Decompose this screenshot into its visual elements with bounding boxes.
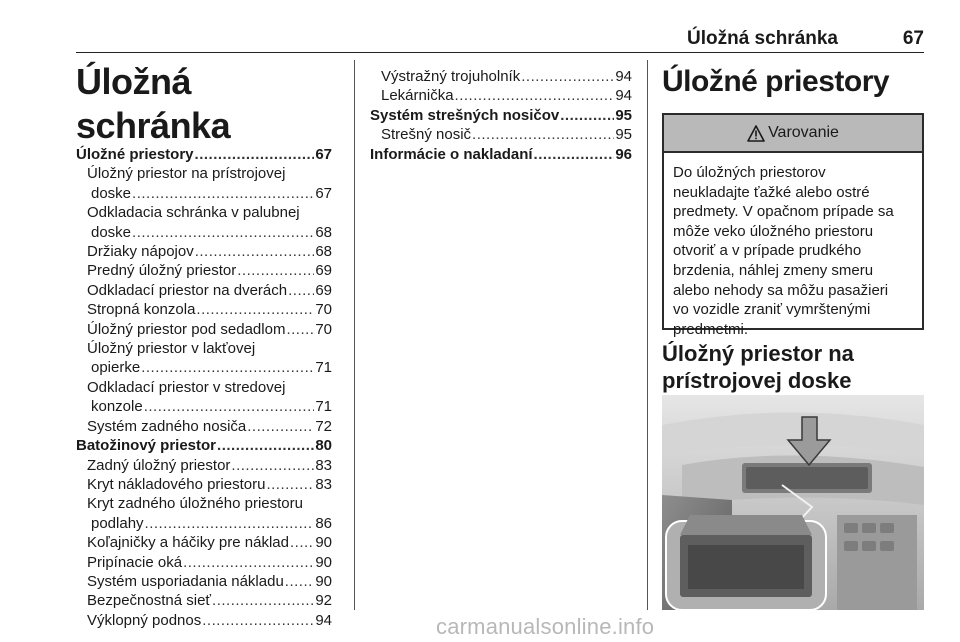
toc-entry <box>76 184 332 203</box>
photo-illustration <box>662 395 924 610</box>
toc-entry <box>76 572 332 591</box>
warning-text-line: vo vozidle zraniť vymrštenými <box>673 301 871 319</box>
toc-entry-text: Odkladací priestor na dverách <box>87 281 288 299</box>
toc-entry-text: Batožinový priestor <box>76 437 217 455</box>
toc-entry-text: doske <box>91 184 132 202</box>
toc-entry <box>76 300 332 319</box>
toc-entry <box>76 533 332 552</box>
toc-leader-dots <box>144 397 315 416</box>
toc-leader-dots <box>145 514 315 533</box>
toc-entry <box>370 67 632 86</box>
toc-page-number: 94 <box>615 87 632 105</box>
warning-text-line: neukladajte ťažké alebo ostré <box>673 183 870 201</box>
toc-page-number: 71 <box>315 359 332 377</box>
toc-entry-text: Výstražný trojuholník <box>381 68 521 85</box>
toc-entry <box>76 456 332 475</box>
section-title: Úložné priestory <box>662 65 890 98</box>
toc-entry <box>76 164 332 183</box>
column-divider <box>354 60 355 610</box>
toc-page-number: 95 <box>615 106 632 124</box>
toc-leader-dots <box>217 436 314 455</box>
toc-page-number: 68 <box>315 243 332 261</box>
toc-entry <box>76 339 332 358</box>
toc-entry-text: Koľajničky a háčiky pre náklad <box>87 534 289 552</box>
header-section-title: Úložná schránka <box>687 28 838 49</box>
toc-page-number: 71 <box>315 398 332 416</box>
header-page-number: 67 <box>902 28 924 49</box>
toc-page-number: 94 <box>615 68 632 85</box>
toc-leader-dots <box>195 145 315 164</box>
toc-entry-text: Zadný úložný priestor <box>87 456 231 474</box>
warning-text-line: otvoriť a v prípade prudkého <box>673 242 862 260</box>
toc-entry <box>76 436 332 455</box>
column-right <box>662 60 924 102</box>
toc-leader-dots <box>141 358 314 377</box>
toc-page-number: 92 <box>315 592 332 610</box>
toc-entry-text: Úložný priestor v lakťovej <box>87 340 256 358</box>
toc-entry-text: Systém usporiadania nákladu <box>87 572 284 590</box>
toc-page-number: 67 <box>315 184 332 202</box>
toc-entry-text: Úložné priestory <box>76 146 194 163</box>
toc-leader-dots <box>290 533 314 552</box>
toc-entry <box>76 261 332 280</box>
toc-entry-text: konzole <box>91 398 143 416</box>
table-of-contents-left <box>76 145 332 630</box>
toc-entry-text: doske <box>91 223 132 241</box>
warning-text-line: môže veko úložného priestoru <box>673 222 874 240</box>
toc-leader-dots <box>521 67 614 86</box>
page-header <box>76 26 924 53</box>
toc-entry <box>76 242 332 261</box>
toc-leader-dots <box>247 417 314 436</box>
column-divider <box>647 60 648 610</box>
toc-entry <box>370 86 632 105</box>
toc-page-number: 72 <box>315 417 332 435</box>
toc-leader-dots <box>132 184 314 203</box>
warning-text-line: brzdenia, náhlej zmeny smeru <box>673 261 874 279</box>
toc-page-number: 94 <box>315 611 332 629</box>
toc-entry <box>76 223 332 242</box>
dashboard-storage-photo <box>662 395 924 610</box>
toc-page-number: 83 <box>315 475 332 493</box>
toc-entry-text: Odkladací priestor v stredovej <box>87 378 286 396</box>
toc-page-number: 80 <box>315 437 332 455</box>
table-of-contents-middle <box>370 67 632 164</box>
toc-entry-text: Lekárnička <box>381 87 454 105</box>
subsection-title-line: Úložný priestor na <box>662 341 854 366</box>
toc-leader-dots <box>231 456 314 475</box>
toc-leader-dots <box>534 145 615 164</box>
toc-entry <box>76 475 332 494</box>
toc-page-number: 70 <box>315 301 332 319</box>
toc-page-number: 69 <box>315 262 332 280</box>
toc-entry-text: Systém zadného nosiča <box>87 417 247 435</box>
toc-entry <box>76 358 332 377</box>
toc-page-number: 90 <box>315 553 332 571</box>
toc-page-number: 67 <box>315 146 332 163</box>
column-left <box>76 60 332 148</box>
toc-entry-text: Držiaky nápojov <box>87 243 194 261</box>
toc-leader-dots <box>288 281 314 300</box>
toc-page-number: 83 <box>315 456 332 474</box>
toc-entry <box>76 494 332 513</box>
warning-text-line: alebo nehody sa môžu pasažieri <box>673 281 889 299</box>
toc-page-number: 96 <box>615 145 632 163</box>
toc-entry <box>76 553 332 572</box>
toc-entry-text: opierke <box>91 359 141 377</box>
toc-page-number: 90 <box>315 534 332 552</box>
warning-text-line: predmetmi. <box>673 320 749 338</box>
toc-entry-text: Kryt zadného úložného priestoru <box>87 495 303 513</box>
toc-entry-text: Stropná konzola <box>87 301 196 319</box>
subsection-title-line: prístrojovej doske <box>662 368 852 393</box>
toc-leader-dots <box>212 591 314 610</box>
toc-leader-dots <box>472 125 614 144</box>
watermark: carmanualsonline.info <box>436 614 655 639</box>
subsection-title <box>662 340 854 394</box>
warning-text-line: predmety. V opačnom prípade sa <box>673 203 894 221</box>
toc-entry-text: Úložný priestor pod sedadlom <box>87 320 286 338</box>
toc-entry <box>76 203 332 222</box>
toc-entry <box>76 145 332 164</box>
toc-leader-dots <box>237 261 314 280</box>
warning-heading <box>664 115 922 153</box>
toc-leader-dots <box>202 611 314 630</box>
warning-text <box>664 153 922 339</box>
toc-entry <box>76 417 332 436</box>
chapter-title: Úložná schránka <box>76 61 231 146</box>
toc-page-number: 90 <box>315 572 332 590</box>
warning-heading-label: Varovanie <box>768 124 839 141</box>
toc-page-number: 70 <box>315 320 332 338</box>
toc-entry-text: Strešný nosič <box>381 126 472 144</box>
toc-entry-text: Systém strešných nosičov <box>370 106 560 124</box>
toc-entry-text: Kryt nákladového priestoru <box>87 475 266 493</box>
toc-entry-text: Odkladacia schránka v palubnej <box>87 204 300 222</box>
toc-leader-dots <box>132 223 314 242</box>
toc-page-number: 69 <box>315 281 332 299</box>
toc-entry-text: Výklopný podnos <box>87 611 202 629</box>
toc-entry <box>76 378 332 397</box>
toc-entry <box>76 281 332 300</box>
toc-entry <box>76 397 332 416</box>
toc-entry-text: Bezpečnostná sieť <box>87 592 212 610</box>
toc-entry <box>370 106 632 125</box>
toc-entry-text: Pripínacie oká <box>87 553 183 571</box>
toc-page-number: 68 <box>315 223 332 241</box>
toc-leader-dots <box>266 475 314 494</box>
toc-entry <box>76 611 332 630</box>
warning-box <box>662 113 924 338</box>
warning-text-line: Do úložných priestorov <box>673 164 826 181</box>
toc-page-number: 95 <box>615 126 632 144</box>
toc-leader-dots <box>196 300 314 319</box>
toc-leader-dots <box>455 86 615 105</box>
toc-entry-text: Úložný priestor na prístrojovej <box>87 165 286 183</box>
toc-leader-dots <box>285 572 315 591</box>
toc-entry-text: podlahy <box>91 514 144 532</box>
toc-leader-dots <box>286 320 314 339</box>
toc-entry <box>76 320 332 339</box>
toc-page-number: 86 <box>315 514 332 532</box>
toc-leader-dots <box>195 242 315 261</box>
toc-entry-text: Informácie o nakladaní <box>370 145 533 163</box>
toc-entry <box>76 514 332 533</box>
toc-entry <box>370 125 632 144</box>
warning-triangle-icon <box>747 125 765 142</box>
toc-leader-dots <box>560 106 614 125</box>
toc-leader-dots <box>183 553 314 572</box>
toc-entry <box>76 591 332 610</box>
toc-entry <box>370 145 632 164</box>
toc-entry-text: Predný úložný priestor <box>87 262 237 280</box>
